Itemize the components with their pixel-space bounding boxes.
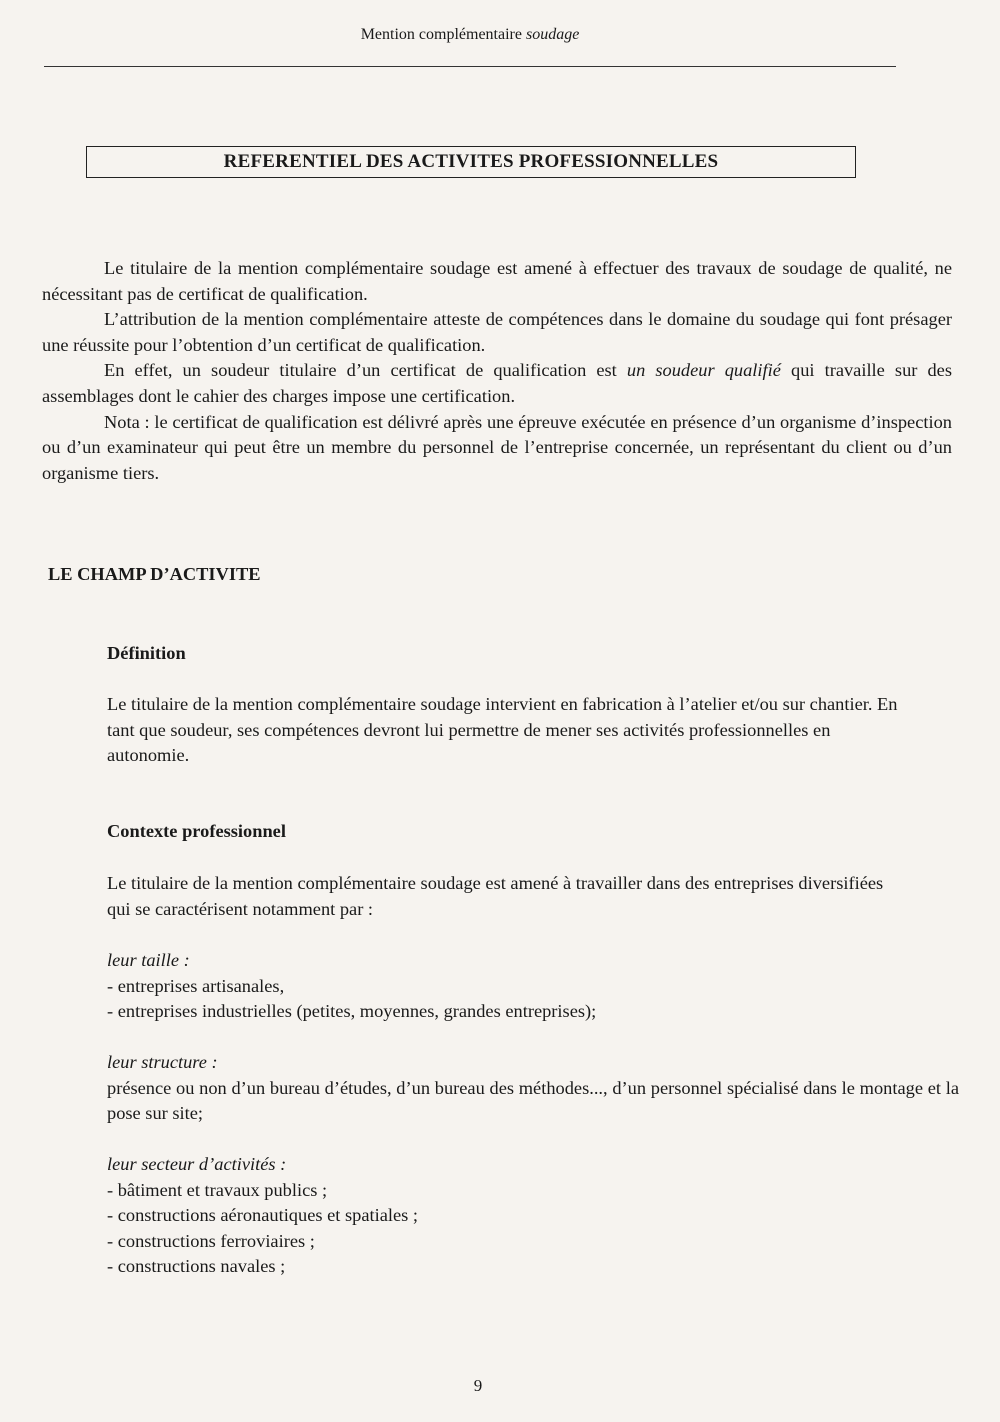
intro-p3-start: En effet, un soudeur titulaire d’un certificat de qualification est: [104, 360, 627, 381]
list-item: - bâtiment et travaux publics ;: [107, 1179, 328, 1200]
page-number: 9: [473, 1376, 483, 1395]
contexte-text: [107, 871, 907, 922]
list-item: - constructions navales ;: [107, 1256, 286, 1277]
secteur-label: leur secteur d’activités :: [107, 1154, 287, 1174]
running-header-text: Mention complémentaire: [360, 26, 522, 43]
intro-paragraph-1: Le titulaire de la mention complémentaire soudage est amené à effectuer des travaux de soudage de qualité, ne nécessitant pas de certificat de qualification.: [42, 258, 952, 304]
running-header: [0, 26, 940, 44]
running-header-italic: soudage: [525, 26, 580, 43]
list-item: - constructions ferroviaires ;: [107, 1230, 315, 1251]
section-heading: LE CHAMP D’ACTIVITE: [48, 564, 261, 584]
list-item: - entreprises industrielles (petites, moyennes, grandes entreprises);: [107, 1001, 597, 1022]
structure-group: [107, 1050, 959, 1127]
intro-paragraph-2: L’attribution de la mention complémentaire atteste de compétences dans le domaine du soudage qui font présager une réussite pour l’obtention d’un certificat de qualification.: [42, 309, 952, 355]
taille-group: [107, 948, 959, 1025]
definition-heading: Définition: [107, 643, 186, 663]
definition-paragraph: Le titulaire de la mention complémentaire soudage intervient en fabrication à l’atelier et/ou sur chantier. En tant que soudeur, ses compétences devront lui permettre de mener ses activités professionnelles en autonomie.: [107, 694, 898, 766]
intro-p3-emphasis: un soudeur qualifié: [626, 360, 781, 381]
definition-text: [107, 692, 907, 769]
page-title: REFERENTIEL DES ACTIVITES PROFESSIONNELLES: [86, 146, 856, 178]
secteur-group: [107, 1152, 959, 1280]
contexte-heading: Contexte professionnel: [107, 821, 286, 841]
taille-label: leur taille :: [107, 950, 190, 970]
intro-p3-end: qui travaille sur des assemblages dont le cahier des charges impose une certification.: [42, 360, 953, 406]
header-divider: [44, 66, 896, 67]
contexte-paragraph: Le titulaire de la mention complémentaire soudage est amené à travailler dans des entreprises diversifiées qui se caractérisent notamment par :: [107, 873, 884, 919]
structure-label: leur structure :: [107, 1052, 218, 1072]
list-item: - entreprises artisanales,: [107, 975, 285, 996]
list-item: - constructions aéronautiques et spatiales ;: [107, 1205, 419, 1226]
intro-paragraph-3: [42, 358, 952, 409]
structure-text: présence ou non d’un bureau d’études, d’un bureau des méthodes..., d’un personnel spécialisé dans le montage et la pose sur site;: [107, 1077, 959, 1124]
intro-paragraph-nota: Nota : le certificat de qualification est délivré après une épreuve exécutée en présence d’un organisme d’inspection ou d’un examinateur qui peut être un membre du personnel de l’entreprise concernée, un représentant du client ou d’un organisme tiers.: [42, 411, 952, 483]
intro-section: [42, 256, 952, 486]
